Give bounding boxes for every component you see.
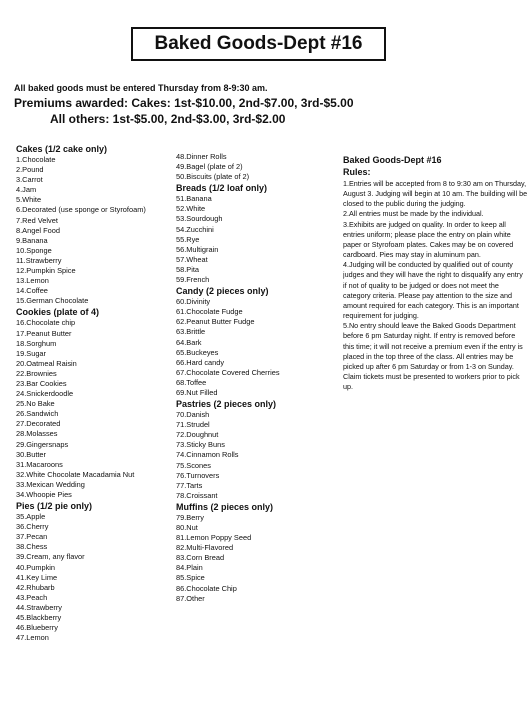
rules-line: amount required for each category. This is an important [343, 300, 519, 310]
class-item: 40.Pumpkin [16, 562, 56, 572]
class-item: 64.Bark [176, 337, 202, 347]
class-item: 29.Gingersnaps [16, 439, 69, 449]
class-item: 61.Chocolate Fudge [176, 307, 243, 317]
class-item: 11.Strawberry [16, 255, 62, 265]
class-item: 60.Divinity [176, 297, 211, 307]
class-item: 55.Rye [176, 234, 200, 244]
class-item: 14.Coffee [16, 286, 48, 296]
category-heading: Pastries (2 pieces only) [176, 399, 277, 410]
class-item: 26.Sandwich [16, 409, 59, 419]
class-item: 9.Banana [16, 235, 48, 245]
entry-instructions: All baked goods must be entered Thursday from 8-9:30 am. [14, 83, 268, 93]
class-item: 86.Chocolate Chip [176, 583, 237, 593]
class-item: 6.Decorated (use sponge or Styrofoam) [16, 205, 146, 215]
category-list-column-2 [176, 152, 336, 604]
class-item: 82.Multi-Flavored [176, 543, 234, 553]
class-item: 32.White Chocolate Macadamia Nut [16, 469, 135, 479]
class-item: 63.Brittle [176, 327, 206, 337]
rules-line: if not of quality to be judged or does not meet the [343, 280, 499, 290]
rules-dept-title: Baked Goods-Dept #16 [343, 155, 442, 165]
rules-line: category criteria. Please pay attention to the size and [343, 290, 513, 300]
class-item: 25.No Bake [16, 399, 55, 409]
rules-line: this time; it will not receive a premium even if the entry is [343, 341, 523, 351]
class-item: 81.Lemon Poppy Seed [176, 533, 252, 543]
class-item: 75.Scones [176, 460, 211, 470]
class-item: 56.Multigrain [176, 244, 219, 254]
rules-line: 3.Exhibits are judged on quality. In order to keep all [343, 219, 506, 229]
class-item: 31.Macaroons [16, 459, 63, 469]
class-item: 66.Hard candy [176, 357, 225, 367]
rules-line: judges and they will have the right to disqualify any entry [343, 270, 523, 280]
class-item: 36.Cherry [16, 522, 49, 532]
class-item: 23.Bar Cookies [16, 378, 67, 388]
class-item: 79.Berry [176, 512, 204, 522]
rules-line: paper or Styrofoam plates. Cakes may be on covered [343, 239, 514, 249]
class-item: 42.Rhubarb [16, 582, 55, 592]
class-item: 7.Red Velvet [16, 215, 58, 225]
category-heading: Pies (1/2 pie only) [16, 501, 93, 512]
class-item: 57.Wheat [176, 254, 208, 264]
class-item: 43.Peach [16, 592, 48, 602]
class-item: 48.Dinner Rolls [176, 152, 227, 161]
rules-line: 4.Judging will be conducted by qualified out of county [343, 260, 513, 270]
rules-line: 1.Entries will be accepted from 8 to 9:30 am on Thursday, [343, 179, 527, 188]
rules-line: picked up after 6 pm Saturday or from 1-3 on Sunday. [343, 361, 514, 371]
class-item: 45.Blackberry [16, 613, 62, 623]
class-item: 8.Angel Food [16, 225, 60, 235]
class-item: 39.Cream, any flavor [16, 552, 85, 562]
rules-line: closed to the public during the judging. [343, 199, 466, 209]
class-item: 24.Snickerdoodle [16, 389, 74, 399]
class-item: 67.Chocolate Covered Cherries [176, 367, 280, 377]
class-item: 27.Decorated [16, 419, 61, 429]
class-item: 69.Nut Filled [176, 387, 218, 397]
class-item: 83.Corn Bread [176, 553, 225, 563]
class-item: 28.Molasses [16, 429, 58, 439]
rules-section [343, 154, 529, 392]
class-item: 78.Croissant [176, 490, 218, 500]
rules-text [343, 179, 529, 392]
class-item: 33.Mexican Wedding [16, 479, 85, 489]
category-heading: Cookies (plate of 4) [16, 307, 100, 318]
category-list-column-1 [16, 143, 176, 643]
rules-line: cardboard. Pies may stay in aluminum pan. [343, 250, 481, 260]
class-item: 71.Strudel [176, 420, 210, 430]
class-item: 84.Plain [176, 563, 203, 573]
rules-line: Claim tickets must be presented to workers prior to pick [343, 371, 520, 381]
class-item: 59.French [176, 275, 210, 285]
class-item: 70.Danish [176, 410, 210, 420]
class-item: 1.Chocolate [16, 155, 56, 164]
class-item: 13.Lemon [16, 276, 49, 286]
class-item: 62.Peanut Butter Fudge [176, 317, 255, 327]
class-item: 30.Butter [16, 449, 46, 459]
class-item: 3.Carrot [16, 175, 43, 185]
class-item: 50.Biscuits (plate of 2) [176, 172, 250, 182]
category-heading: Muffins (2 pieces only) [176, 501, 274, 512]
class-item: 77.Tarts [176, 480, 203, 490]
class-item: 49.Bagel (plate of 2) [176, 162, 243, 172]
class-item: 5.White [16, 195, 42, 205]
class-item: 47.Lemon [16, 633, 49, 643]
class-item: 19.Sugar [16, 348, 46, 358]
rules-line: 2.All entries must be made by the individual. [343, 209, 484, 219]
rules-line: placed in the top three of the class. All entries may be [343, 351, 514, 361]
class-item: 16.Chocolate chip [16, 318, 76, 328]
class-item: 80.Nut [176, 523, 198, 532]
class-item: 46.Blueberry [16, 623, 58, 633]
class-item: 17.Peanut Butter [16, 328, 72, 338]
rules-line: 5.No entry should leave the Baked Goods Department [343, 321, 516, 331]
class-item: 44.Strawberry [16, 602, 63, 612]
class-item: 72.Doughnut [176, 430, 219, 440]
rules-line: up. [343, 382, 353, 392]
class-item: 52.White [176, 204, 206, 214]
class-item: 58.Pita [176, 264, 200, 274]
class-item: 2.Pound [16, 165, 44, 175]
class-item: 85.Spice [176, 573, 205, 583]
class-item: 87.Other [176, 593, 205, 603]
category-heading: Cakes (1/2 cake only) [16, 144, 108, 154]
class-item: 73.Sticky Buns [176, 440, 225, 450]
class-item: 10.Sponge [16, 245, 52, 255]
class-item: 51.Banana [176, 194, 212, 204]
class-item: 74.Cinnamon Rolls [176, 450, 239, 460]
rules-line: August 3. Judging will begin at 10 am. The building will be [343, 189, 528, 199]
rules-line: before 6 pm Saturday night. If entry is removed before [343, 331, 516, 341]
rules-heading: Rules: [343, 167, 371, 177]
category-heading: Candy (2 pieces only) [176, 286, 269, 297]
class-item: 22.Brownies [16, 368, 57, 378]
class-item: 35.Apple [16, 512, 46, 522]
class-item: 4.Jam [16, 185, 37, 195]
category-heading: Breads (1/2 loaf only) [176, 183, 268, 194]
class-item: 34.Whoopie Pies [16, 490, 72, 499]
class-item: 20.Oatmeal Raisin [16, 358, 77, 368]
class-item: 53.Sourdough [176, 214, 223, 224]
class-item: 12.Pumpkin Spice [16, 266, 76, 276]
class-item: 54.Zucchini [176, 224, 214, 234]
class-item: 38.Chess [16, 542, 48, 552]
class-item: 37.Pecan [16, 532, 48, 542]
class-item: 18.Sorghum [16, 338, 57, 348]
premiums-others: All others: 1st-$5.00, 2nd-$3.00, 3rd-$2.00 [50, 112, 286, 126]
page-title: Baked Goods-Dept #16 [131, 27, 386, 61]
class-item: 65.Buckeyes [176, 347, 219, 357]
class-item: 41.Key Lime [16, 572, 58, 582]
class-item: 15.German Chocolate [16, 296, 89, 306]
class-item: 68.Toffee [176, 377, 207, 387]
rules-line: entries uniform; please place the entry on plain white [343, 229, 511, 239]
rules-line: requirement for judging. [343, 311, 419, 321]
class-item: 76.Turnovers [176, 470, 220, 480]
premiums-cakes: Premiums awarded: Cakes: 1st-$10.00, 2nd-$7.00, 3rd-$5.00 [14, 96, 354, 110]
